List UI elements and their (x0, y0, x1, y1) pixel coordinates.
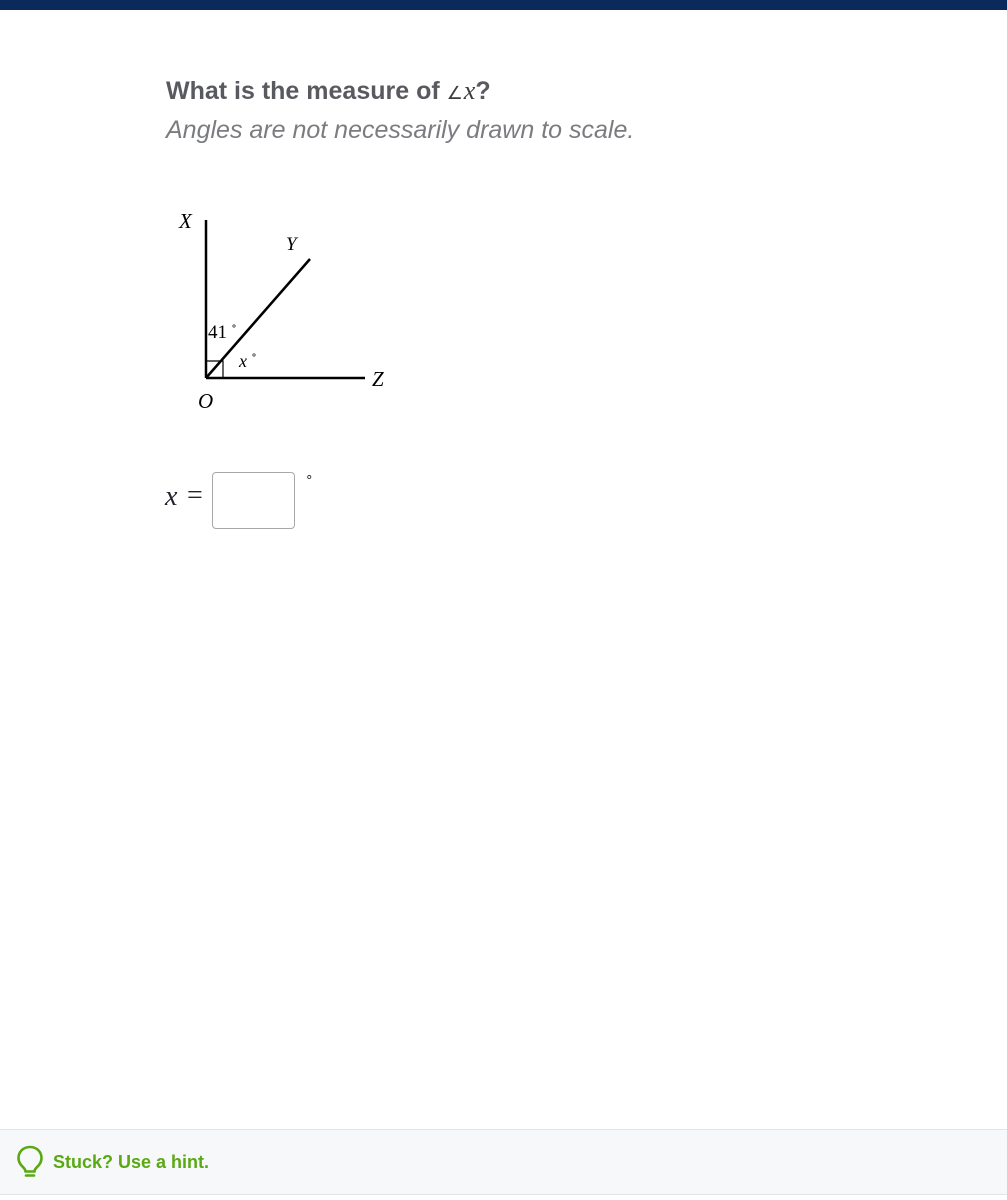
angle-symbol: ∠ (446, 83, 463, 104)
label-o: O (198, 389, 214, 413)
ray-oy (206, 259, 310, 378)
question-title (166, 76, 491, 106)
question-title-math (447, 76, 476, 105)
hint-label: Stuck? Use a hint. (53, 1151, 210, 1172)
question-mark: ? (475, 77, 491, 105)
angle-variable: x (463, 76, 476, 105)
hint-button[interactable] (16, 1144, 209, 1180)
question-title-text: What is the measure of (166, 77, 440, 105)
hint-bar (0, 1129, 1007, 1195)
answer-equals: = (187, 480, 203, 511)
answer-variable: x (165, 481, 178, 512)
lightbulb-icon (16, 1144, 44, 1180)
degree-mark-known (233, 325, 235, 327)
label-x: X (179, 209, 192, 233)
label-y: Y (286, 234, 297, 255)
answer-row (165, 472, 365, 532)
degree-unit: ° (306, 474, 313, 489)
label-angle-unknown: x (239, 351, 247, 371)
angle-diagram (170, 200, 400, 420)
top-bar (0, 0, 1007, 10)
degree-mark-unknown (253, 354, 255, 356)
label-z: Z (372, 367, 384, 391)
answer-input[interactable] (212, 472, 295, 529)
question-subtitle: Angles are not necessarily drawn to scale. (166, 116, 635, 144)
label-angle-known: 41 (208, 322, 227, 343)
